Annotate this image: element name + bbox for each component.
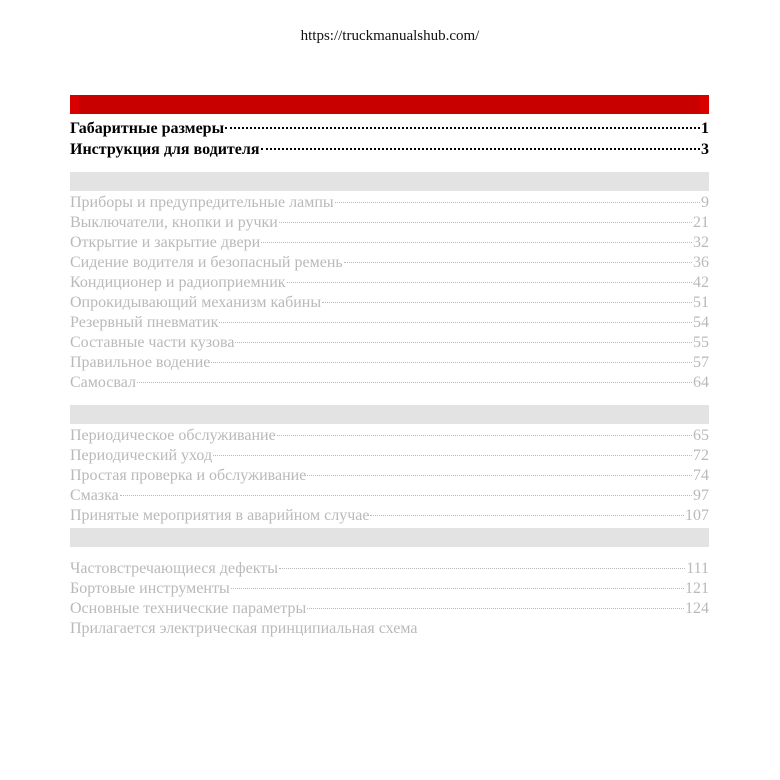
toc-entry[interactable] [70,313,709,333]
toc-entry-title: Правильное водение [70,354,211,371]
toc-entry-title: Смазка [70,487,119,504]
toc-page-number: 36 [693,254,709,271]
toc-entry[interactable] [70,213,709,233]
dot-leader [335,202,700,203]
toc-entry-title: Габаритные размеры [70,120,225,137]
dot-leader [370,515,684,516]
toc-page-number: 64 [693,374,709,391]
toc-main-entry[interactable] [70,119,709,140]
toc-entry[interactable] [70,273,709,293]
dot-leader [235,342,692,343]
toc-page-number: 32 [693,234,709,251]
dot-leader [120,495,692,496]
toc-entry[interactable] [70,579,709,599]
toc-entry[interactable] [70,373,709,393]
toc-page-number: 21 [693,214,709,231]
toc-entry-title: Прилагается электрическая принципиальная схема [70,620,418,637]
dot-leader [277,435,692,436]
toc-entry[interactable] [70,333,709,353]
toc-main-entry[interactable] [70,140,709,161]
dot-leader [261,242,692,243]
toc-entry[interactable] [70,599,709,619]
dot-leader [279,222,692,223]
toc-section-1 [70,193,709,393]
toc-page-number: 54 [693,314,709,331]
toc-page-number: 72 [693,447,709,464]
toc-entry[interactable] [70,253,709,273]
toc-page-number: 74 [693,467,709,484]
source-url: https://truckmanualshub.com/ [300,28,480,44]
dot-leader [344,262,692,263]
toc-entry-title: Частовстречающиеся дефекты [70,560,278,577]
toc-entry[interactable] [70,353,709,373]
toc-page-number: 107 [685,507,709,524]
toc-section-3 [70,559,709,639]
toc-page-number: 55 [693,334,709,351]
toc-entry-title: Самосвал [70,374,136,391]
dot-leader [213,455,692,456]
toc-entry-title: Бортовые инструменты [70,580,230,597]
toc-page-number: 121 [685,580,709,597]
toc-entry-title: Приборы и предупредительные лампы [70,194,334,211]
toc-page-number: 97 [693,487,709,504]
toc-page-number: 3 [701,140,709,158]
toc-entry-title: Открытие и закрытие двери [70,234,261,251]
toc-entry-title: Принятые мероприятия в аварийном случае [70,507,370,524]
toc-entry[interactable] [70,293,709,313]
toc-entry[interactable] [70,466,709,486]
section-divider-bar [70,172,709,191]
toc-entry[interactable] [70,193,709,213]
toc-page-number: 65 [693,427,709,444]
section-divider-bar [70,528,709,547]
toc-page-number: 57 [693,354,709,371]
toc-entry-title: Периодическое обслуживание [70,427,276,444]
toc-entry[interactable] [70,426,709,446]
toc-page-number: 1 [701,120,709,137]
dot-leader [231,588,684,589]
toc-entry-title: Составные части кузова [70,334,235,351]
toc-entry[interactable] [70,506,709,526]
header-bar [70,95,709,114]
toc-entry[interactable] [70,559,709,579]
toc-entry[interactable] [70,619,709,639]
toc-page-number: 42 [693,274,709,291]
dot-leader [307,475,692,476]
toc-page-number: 124 [685,600,709,617]
toc-entry-title: Резервный пневматик [70,314,219,331]
toc-entry-title: Основные технические параметры [70,600,307,617]
toc-entry-title: Простая проверка и обслуживание [70,467,307,484]
dot-leader [137,382,692,383]
toc-entry-title: Периодический уход [70,447,213,464]
dot-leader [322,302,692,303]
dot-leader [307,608,684,609]
toc-entry[interactable] [70,233,709,253]
toc-section-2 [70,426,709,526]
toc-entry[interactable] [70,446,709,466]
table-of-contents [70,95,709,639]
dot-leader [225,127,700,129]
toc-entry-title: Кондиционер и радиоприемник [70,274,286,291]
dot-leader [279,568,685,569]
toc-page-number: 111 [686,560,709,577]
section-divider-bar [70,405,709,424]
toc-entry-title: Сидение водителя и безопасный ремень [70,254,343,271]
toc-entry[interactable] [70,486,709,506]
dot-leader [287,282,692,283]
toc-page-number: 9 [701,194,709,211]
dot-leader [211,362,692,363]
toc-entry-title: Выключатели, кнопки и ручки [70,214,278,231]
dot-leader [219,322,692,323]
toc-page-number: 51 [693,294,709,311]
dot-leader [261,148,700,150]
toc-entry-title: Опрокидывающий механизм кабины [70,294,322,311]
toc-entry-title: Инструкция для водителя [70,140,260,158]
